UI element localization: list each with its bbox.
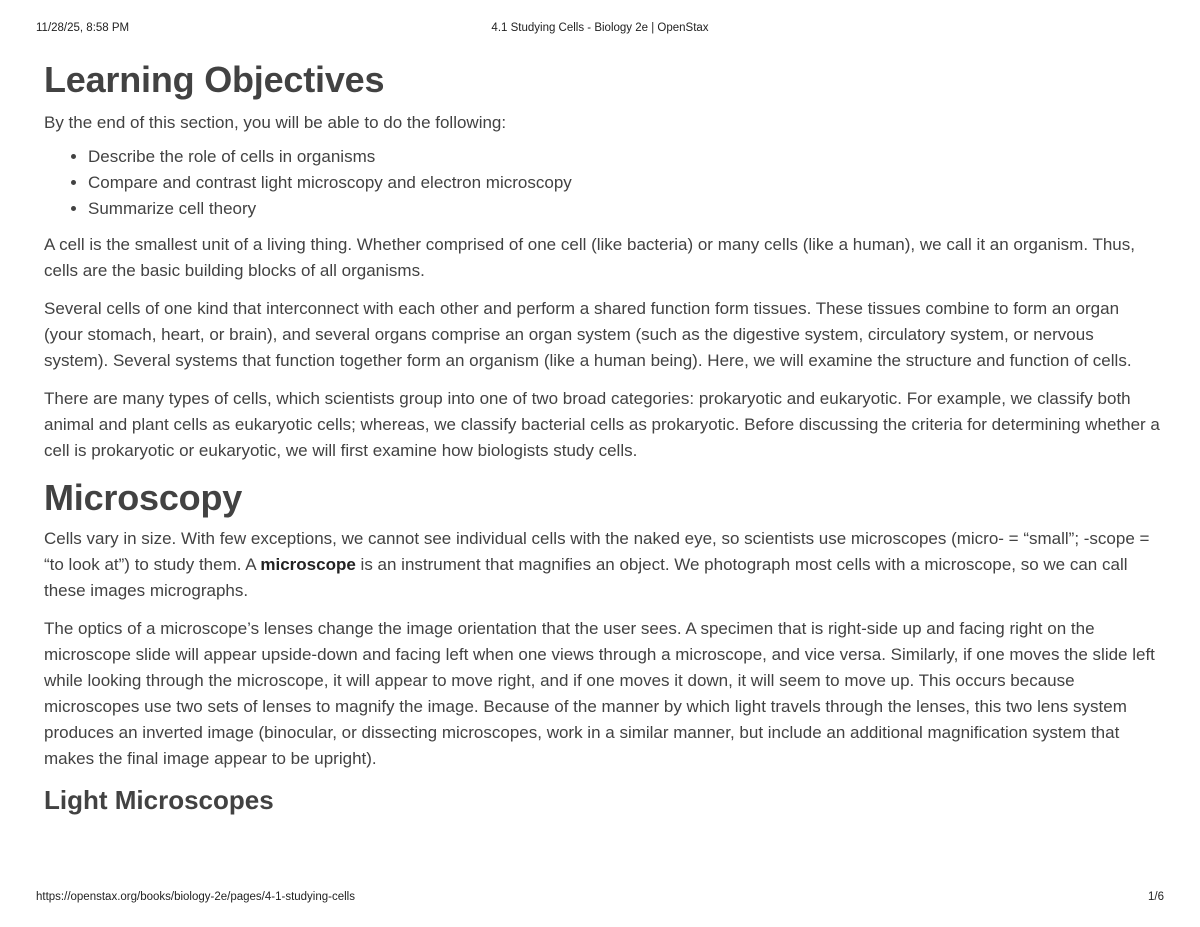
objective-item: • Summarize cell theory	[88, 196, 1162, 222]
objective-item: • Describe the role of cells in organisms	[88, 144, 1162, 170]
microscopy-paragraph-2: The optics of a microscope’s lenses change the image orientation that the user sees. A specimen that is right-side up and facing right on the microscope slide will appear upside-down and facing left when one views through a microscope, and vice versa. Similarly, if one moves the slide left while looking through the microscope, it will appear to move right, and if one moves it down, it will seem to move up. This occurs because microscopes use two sets of lenses to magnify the image. Because of the manner by which light travels through the lenses, this two lens system produces an inverted image (binocular, or dissecting microscopes, work in a similar manner, but include an additional magnification system that makes the final image appear to be upright).	[44, 619, 1155, 768]
print-url[interactable]: https://openstax.org/books/biology-2e/pages/4-1-studying-cells	[36, 891, 355, 903]
print-footer	[36, 891, 1164, 907]
tissues-paragraph: Several cells of one kind that interconnect with each other and perform a shared function form tissues. These tissues combine to form an organ (your stomach, heart, or brain), and several organs comprise an organ system (such as the digestive system, circulatory system, or nervous system). Several systems that function together form an organism (like a human being). Here, we will examine the structure and function of cells.	[44, 299, 1132, 370]
cell-types-paragraph: There are many types of cells, which scientists group into one of two broad categories: prokaryotic and eukaryotic. For example, we classify both animal and plant cells as eukaryotic cells; whereas, we classify bacterial cells as prokaryotic. Before discussing the criteria for determining whether a cell is prokaryotic or eukaryotic, we will first examine how biologists study cells.	[44, 389, 1160, 460]
print-datetime: 11/28/25, 8:58 PM	[36, 22, 130, 34]
objectives-list	[44, 144, 1162, 222]
cell-definition-paragraph: A cell is the smallest unit of a living thing. Whether comprised of one cell (like bacteria) or many cells (like a human), we call it an organism. Thus, cells are the basic building blocks of all organisms.	[44, 235, 1135, 280]
page-content	[44, 58, 1162, 816]
microscopy-paragraph-1	[44, 526, 1162, 604]
print-header	[36, 22, 1164, 38]
learning-objectives-heading: Learning Objectives	[44, 59, 385, 100]
microscope-term[interactable]: microscope	[260, 555, 356, 574]
print-page-number: 1/6	[1148, 891, 1164, 903]
objectives-intro: By the end of this section, you will be able to do the following:	[44, 113, 507, 132]
light-microscopes-heading: Light Microscopes	[44, 785, 274, 815]
microscopy-heading: Microscopy	[44, 477, 243, 518]
microscopy-text-before: Cells vary in size. With few exceptions, we cannot see individual cells with the naked eye, so scientists use microscopes (micro- = “small”; -scope = “to look at”) to study them. A	[44, 529, 1150, 574]
microscopy-text-after: is an instrument that magnifies an object. We photograph most cells with a microscope, so we can call these images micrographs.	[44, 555, 1128, 600]
print-page-title: 4.1 Studying Cells - Biology 2e | OpenStax	[491, 22, 709, 34]
objective-item: • Compare and contrast light microscopy and electron microscopy	[88, 170, 1162, 196]
